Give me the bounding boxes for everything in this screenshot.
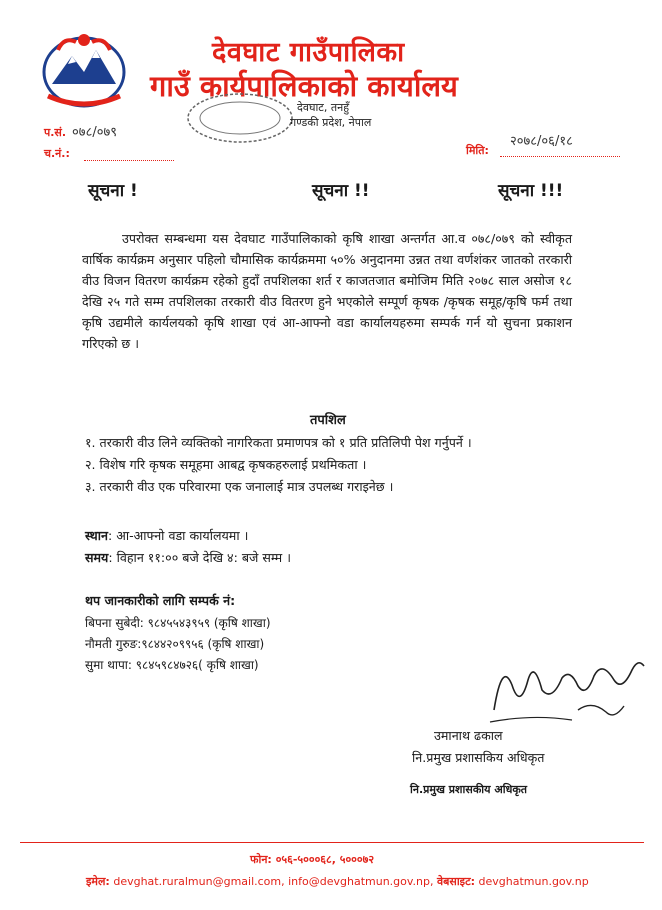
contact-item: सुमा थापा: ९८४५९८४७२६( कृषि शाखा) (85, 658, 259, 672)
signatory-name: उमानाथ ढकाल (434, 728, 503, 743)
time-row (85, 547, 291, 569)
footer-contacts (86, 874, 589, 889)
date-line (500, 156, 620, 157)
footer-phone (250, 852, 374, 867)
venue-time (85, 525, 291, 569)
office-name: देवघाट गाउँपालिका (212, 37, 405, 68)
location-value: : आ-आफ्नो वडा कार्यालयमा । (107, 528, 249, 543)
notice-heading-2: सूचना !! (312, 181, 370, 201)
signatory-block (412, 725, 544, 769)
chalan-label: च.नं.: (44, 147, 70, 160)
location-row (85, 525, 291, 547)
contact-list (85, 613, 271, 676)
phone-label: फोन: (250, 853, 272, 866)
email-label: इमेल: (86, 875, 110, 888)
handwritten-signature (482, 640, 652, 730)
date-field (466, 143, 489, 158)
office-subtitle: गाउँ कार्यपालिकाको कार्यालय (150, 69, 458, 103)
chalan-number (44, 146, 70, 161)
office-seal-stamp (182, 92, 302, 148)
address-line2: गण्डकी प्रदेश, नेपाल (290, 116, 372, 129)
patra-label: प.सं. (44, 126, 67, 139)
website-label: वेबसाइट: (436, 875, 476, 888)
time-label: समय (85, 550, 109, 565)
contact-item: बिपना सुबेदी: ९८४५५४३९५९ (कृषि शाखा) (85, 616, 271, 630)
contact-heading: थप जानकारीको लागि सम्पर्क नं: (85, 593, 236, 608)
time-value: : विहान ११:०० बजे देखि ४: बजे सम्म । (108, 550, 291, 565)
list-item: १. तरकारी वीउ लिने व्यक्तिको नागरिकता प्रमाणपत्र को १ प्रति प्रतिलिपी पेश गर्नुपर्ने । (85, 435, 472, 450)
list-item: २. विशेष गरि कृषक समूहमा आबद्व कृषकहरुलाई प्रथमिकता । (85, 457, 367, 472)
tapshil-heading: तपशिल (310, 413, 346, 428)
notice-heading-3: सूचना !!! (498, 181, 564, 201)
footer-divider (20, 842, 644, 843)
phone-value: ०५६-५०००६८, ५०००७२ (275, 853, 375, 866)
signatory-title: नि.प्रमुख प्रशासकिय अधिकृत (412, 750, 545, 765)
patra-value: ०७८/०७९ (72, 125, 117, 140)
notice-heading-1: सूचना ! (88, 181, 138, 201)
notice-body: उपरोक्त सम्बन्धमा यस देवघाट गाउँपालिकाको कृषि शाखा अन्तर्गत आ.व ०७८/०७९ को स्वीकृत वार्षिक कार्यक्रम अनुसार पहिलो चौमासिक कार्यक्रममा ५०% अनुदानमा उन्नत तथा वर्णशंकर जातको तरकारी वीउ विजन वितरण कार्यक्रम रहेको हुदाँ तपशिलका शर्त र काजतजात बमोजिम मिति २०७८ साल असोज १८ देखि २५ गते सम्म तपशिलका तरकारी वीउ वितरण हुने भएकोले सम्पूर्ण कृषक /कृषक समूह/कृषि फर्म तथा कृषि उद्यमीले कार्यलयको कृषि शाखा एवं आ-आफ्नो वडा कार्यालयहरुमा सम्पर्क गर्न यो सुचना प्रकाशन गरिएको छ । (82, 231, 572, 351)
tapshil-list (85, 432, 472, 498)
date-value: २०७८/०६/१८ (510, 134, 573, 149)
list-item: ३. तरकारी वीउ एक परिवारमा एक जनालाई मात्र उपलब्ध गराइनेछ । (85, 479, 394, 494)
signatory-stamp: नि.प्रमुख प्रशासकीय अधिकृत (410, 783, 528, 796)
address-line1: देवघाट, तनहुँ (297, 101, 350, 114)
chalan-line (84, 160, 174, 161)
website-link[interactable]: devghatmun.gov.np (478, 875, 589, 888)
patra-number (44, 122, 117, 140)
nepal-government-emblem-icon (38, 28, 130, 110)
location-label: स्थान (85, 528, 108, 543)
date-label: मिति: (466, 144, 489, 157)
email-link[interactable]: devghat.ruralmun@gmail.com, info@devghatmun.gov.np, (113, 875, 434, 888)
contact-item: नौमती गुरुङ:९८४४२०९९५६ (कृषि शाखा) (85, 637, 265, 651)
